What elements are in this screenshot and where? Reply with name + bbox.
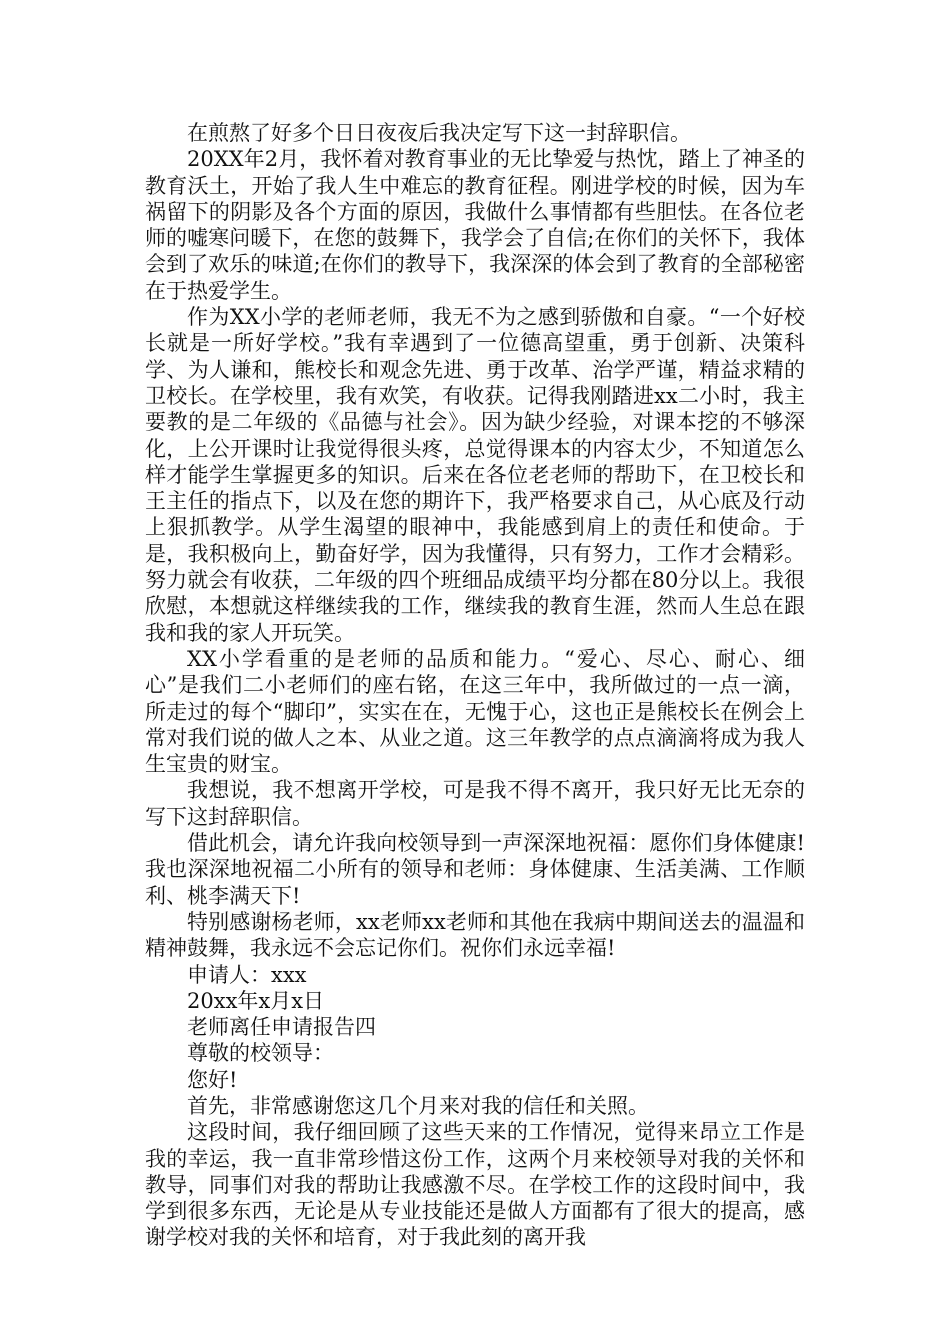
greeting: 您好! bbox=[187, 1067, 238, 1092]
document-body bbox=[145, 120, 805, 1251]
paragraph-school-pride: 作为XX小学的老师老师，我无不为之感到骄傲和自豪。“一个好校长就是一所好学校。”我有幸遇到了一位德高望重，勇于创新、决策科学、为人谦和，熊校长和观念先进、勇于改革、治学严谨，精益求精的卫校长。在学校里，我有欢笑，有收获。记得我刚踏进xx二小时，我主要教的是二年级的《品德与社会》。因为缺少经验，对课本挖的不够深化，上公开课时让我觉得很头疼，总觉得课本的内容太少，不知道怎么样才能学生掌握更多的知识。后来在各位老老师的帮助下，在卫校长和王主任的指点下，以及在您的期许下，我严格要求自己，从心底及行动上狠抓教学。从学生渴望的眼神中，我能感到肩上的责任和使命。于是，我积极向上，勤奋好学，因为我懂得，只有努力，工作才会精彩。努力就会有收获，二年级的四个班细品成绩平均分都在80分以上。我很欣慰，本想就这样继续我的工作，继续我的教育生涯，然而人生总在跟我和我的家人开玩笑。 bbox=[145, 305, 805, 645]
paragraph-reflection: 这段时间，我仔细回顾了这些天来的工作情况，觉得来昂立工作是我的幸运，我一直非常珍惜这份工作，这两个月来校领导对我的关怀和教导，同事们对我的帮助让我感激不尽。在学校工作的这段时间中，我学到很多东西，无论是从专业技能还是做人方面都有了很大的提高，感谢学校对我的关怀和培育，对于我此刻的离开我 bbox=[145, 1120, 805, 1250]
date-line: 20xx年x月x日 bbox=[187, 988, 325, 1013]
paragraph-opening: 在煎熬了好多个日日夜夜后我决定写下这一封辞职信。 bbox=[187, 121, 691, 145]
paragraph-start-of-career: 20XX年2月，我怀着对教育事业的无比挚爱与热忱，踏上了神圣的教育沃土，开始了我人生中难忘的教育征程。刚进学校的时候，因为车祸留下的阴影及各个方面的原因，我做什么事情都有些胆怯。在各位老师的嘘寒问暖下，在您的鼓舞下，我学会了自信;在你们的关怀下，我体会到了欢乐的味道;在你们的教导下，我深深的体会到了教育的全部秘密在于热爱学生。 bbox=[145, 147, 805, 303]
salutation: 尊敬的校领导： bbox=[187, 1041, 334, 1066]
paragraph-school-values: XX小学看重的是老师的品质和能力。“爱心、尽心、耐心、细心”是我们二小老师们的座右铭，在这三年中，我所做过的一点一滴，所走过的每个“脚印”，实实在在，无愧于心，这也正是熊校长在例会上常对我们说的做人之本、从业之道。这三年教学的点点滴滴将成为我人生宝贵的财宝。 bbox=[145, 646, 805, 777]
applicant-line: 申请人：xxx bbox=[187, 962, 307, 987]
section-title: 老师离任申请报告四 bbox=[187, 1015, 376, 1040]
paragraph-reluctance: 我想说，我不想离开学校，可是我不得不离开，我只好无比无奈的写下这封辞职信。 bbox=[145, 778, 805, 829]
paragraph-thanks: 特别感谢杨老师，xx老师xx老师和其他在我病中期间送去的温温和精神鼓舞，我永远不会忘记你们。祝你们永远幸福! bbox=[145, 909, 805, 961]
paragraph-gratitude: 首先，非常感谢您这几个月来对我的信任和关照。 bbox=[187, 1093, 649, 1118]
paragraph-blessing: 借此机会，请允许我向校领导到一声深深地祝福：愿你们身体健康!我也深深地祝福二小所有的领导和老师：身体健康、生活美满、工作顺利、桃李满天下! bbox=[145, 831, 805, 908]
